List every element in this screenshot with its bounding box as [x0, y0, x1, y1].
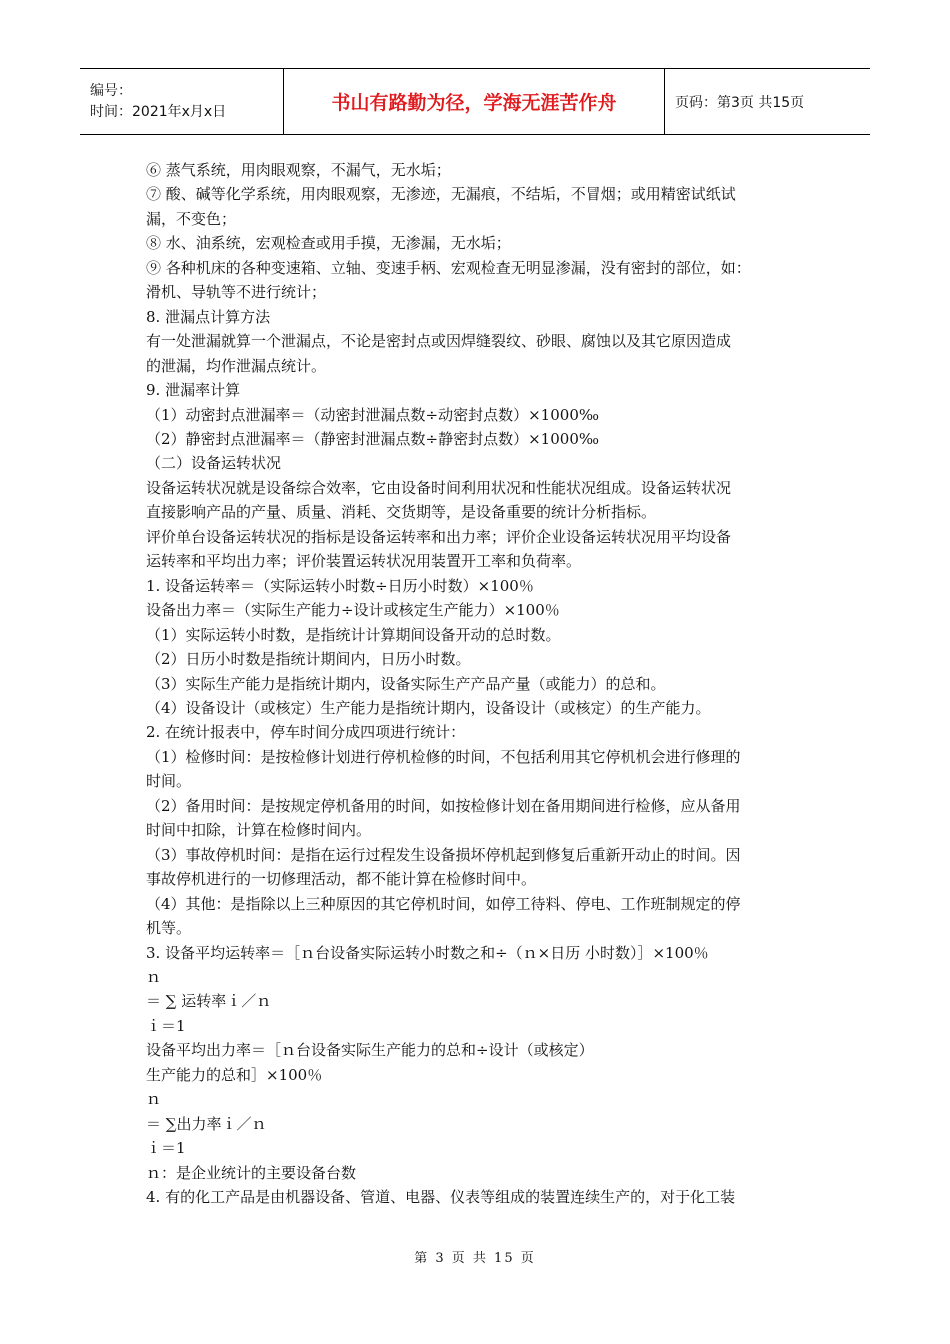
body-line: ＝ ∑出力率ｉ／ｎ	[146, 1114, 267, 1133]
body-line: ｉ＝1	[146, 1139, 186, 1158]
body-line: （1）动密封点泄漏率＝（动密封泄漏点数÷动密封点数）×1000‰	[146, 405, 599, 424]
body-line: 时间。	[146, 772, 192, 791]
header-meta	[80, 69, 284, 135]
body-line: 评价单台设备运转状况的指标是设备运转率和出力率；评价企业设备运转状况用平均设备	[146, 527, 732, 546]
body-line: ｎ	[146, 967, 162, 986]
document-header	[80, 68, 870, 135]
body-line: （3）实际生产能力是指统计期内，设备实际生产产品产量（或能力）的总和。	[146, 674, 666, 693]
body-line: （2）日历小时数是指统计期间内，日历小时数。	[146, 650, 471, 669]
body-line: ⑧ 水、油系统，宏观检查或用手摸，无渗漏，无水垢；	[146, 234, 511, 253]
body-line: 2. 在统计报表中，停车时间分成四项进行统计：	[146, 723, 466, 742]
body-line: ⑥ 蒸气系统，用肉眼观察，不漏气，无水垢；	[146, 161, 451, 179]
body-line: ＝ ∑ 运转率ｉ／ｎ	[146, 992, 272, 1011]
body-line: （二）设备运转状况	[146, 454, 282, 473]
document-body	[146, 158, 816, 1209]
date-label: 时间：2021年x月x日	[90, 103, 227, 120]
body-line: ｎ：是企业统计的主要设备台数	[146, 1163, 357, 1182]
body-line: 4. 有的化工产品是由机器设备、管道、电器、仪表等组成的装置连续生产的，对于化工装	[146, 1188, 736, 1207]
body-line: （4）设备设计（或核定）生产能力是指统计期内，设备设计（或核定）的生产能力。	[146, 698, 711, 717]
body-line: 机等。	[146, 919, 192, 938]
body-line: 8. 泄漏点计算方法	[146, 307, 271, 326]
body-line: 设备出力率＝（实际生产能力÷设计或核定生产能力）×100％	[146, 601, 560, 620]
body-line: 1. 设备运转率＝（实际运转小时数÷日历小时数）×100％	[146, 576, 534, 595]
page-footer: 第 3 页 共 15 页	[414, 1251, 536, 1266]
motto-banner: 书山有路勤为径，学海无涯苦作舟	[284, 69, 665, 135]
body-line: ⑨ 各种机床的各种变速箱、立轴、变速手柄、宏观检查无明显渗漏，没有密封的部位，如：	[146, 258, 751, 277]
body-line: 的泄漏，均作泄漏点统计。	[146, 356, 327, 375]
body-line: （3）事故停机时间：是指在运行过程发生设备损坏停机起到修复后重新开动止的时间。因	[146, 845, 741, 864]
body-line: （1）检修时间：是按检修计划进行停机检修的时间，不包括利用其它停机机会进行修理的	[146, 747, 741, 766]
body-line: ｎ	[146, 1090, 162, 1109]
body-line: 3. 设备平均运转率＝［ｎ台设备实际运转小时数之和÷（ｎ×日历 小时数）］×100％	[146, 943, 709, 962]
body-line: 直接影响产品的产量、质量、消耗、交货期等，是设备重要的统计分析指标。	[146, 503, 657, 522]
body-line: 滑机、导轨等不进行统计；	[146, 283, 327, 302]
body-line: 生产能力的总和］×100％	[146, 1065, 323, 1084]
body-line: 漏，不变色；	[146, 209, 237, 228]
body-line: （4）其他：是指除以上三种原因的其它停机时间，如停工待料、停电、工作班制规定的停	[146, 894, 741, 913]
body-line: ｉ＝1	[146, 1016, 186, 1035]
page-indicator: 页码：第3页 共15页	[665, 69, 871, 135]
body-line: 9. 泄漏率计算	[146, 381, 241, 400]
body-line: （1）实际运转小时数，是指统计计算期间设备开动的总时数。	[146, 625, 561, 644]
body-line: 设备平均出力率＝［ｎ台设备实际生产能力的总和÷设计（或核定）	[146, 1041, 594, 1060]
body-line: 有一处泄漏就算一个泄漏点，不论是密封点或因焊缝裂纹、砂眼、腐蚀以及其它原因造成	[146, 332, 732, 351]
body-line: ⑦ 酸、碱等化学系统，用肉眼观察，无渗迹，无漏痕，不结垢，不冒烟；或用精密试纸试	[146, 185, 736, 204]
body-line: （2）静密封点泄漏率＝（静密封泄漏点数÷静密封点数）×1000‰	[146, 429, 599, 448]
body-line: 设备运转状况就是设备综合效率，它由设备时间利用状况和性能状况组成。设备运转状况	[146, 478, 732, 497]
body-line: 运转率和平均出力率；评价装置运转状况用装置开工率和负荷率。	[146, 552, 582, 571]
body-line: （2）备用时间：是按规定停机备用的时间，如按检修计划在备用期间进行检修，应从备用	[146, 796, 741, 815]
body-line: 事故停机进行的一切修理活动，都不能计算在检修时间中。	[146, 870, 537, 889]
body-line: 时间中扣除，计算在检修时间内。	[146, 821, 372, 840]
serial-number-label: 编号：	[90, 82, 132, 99]
